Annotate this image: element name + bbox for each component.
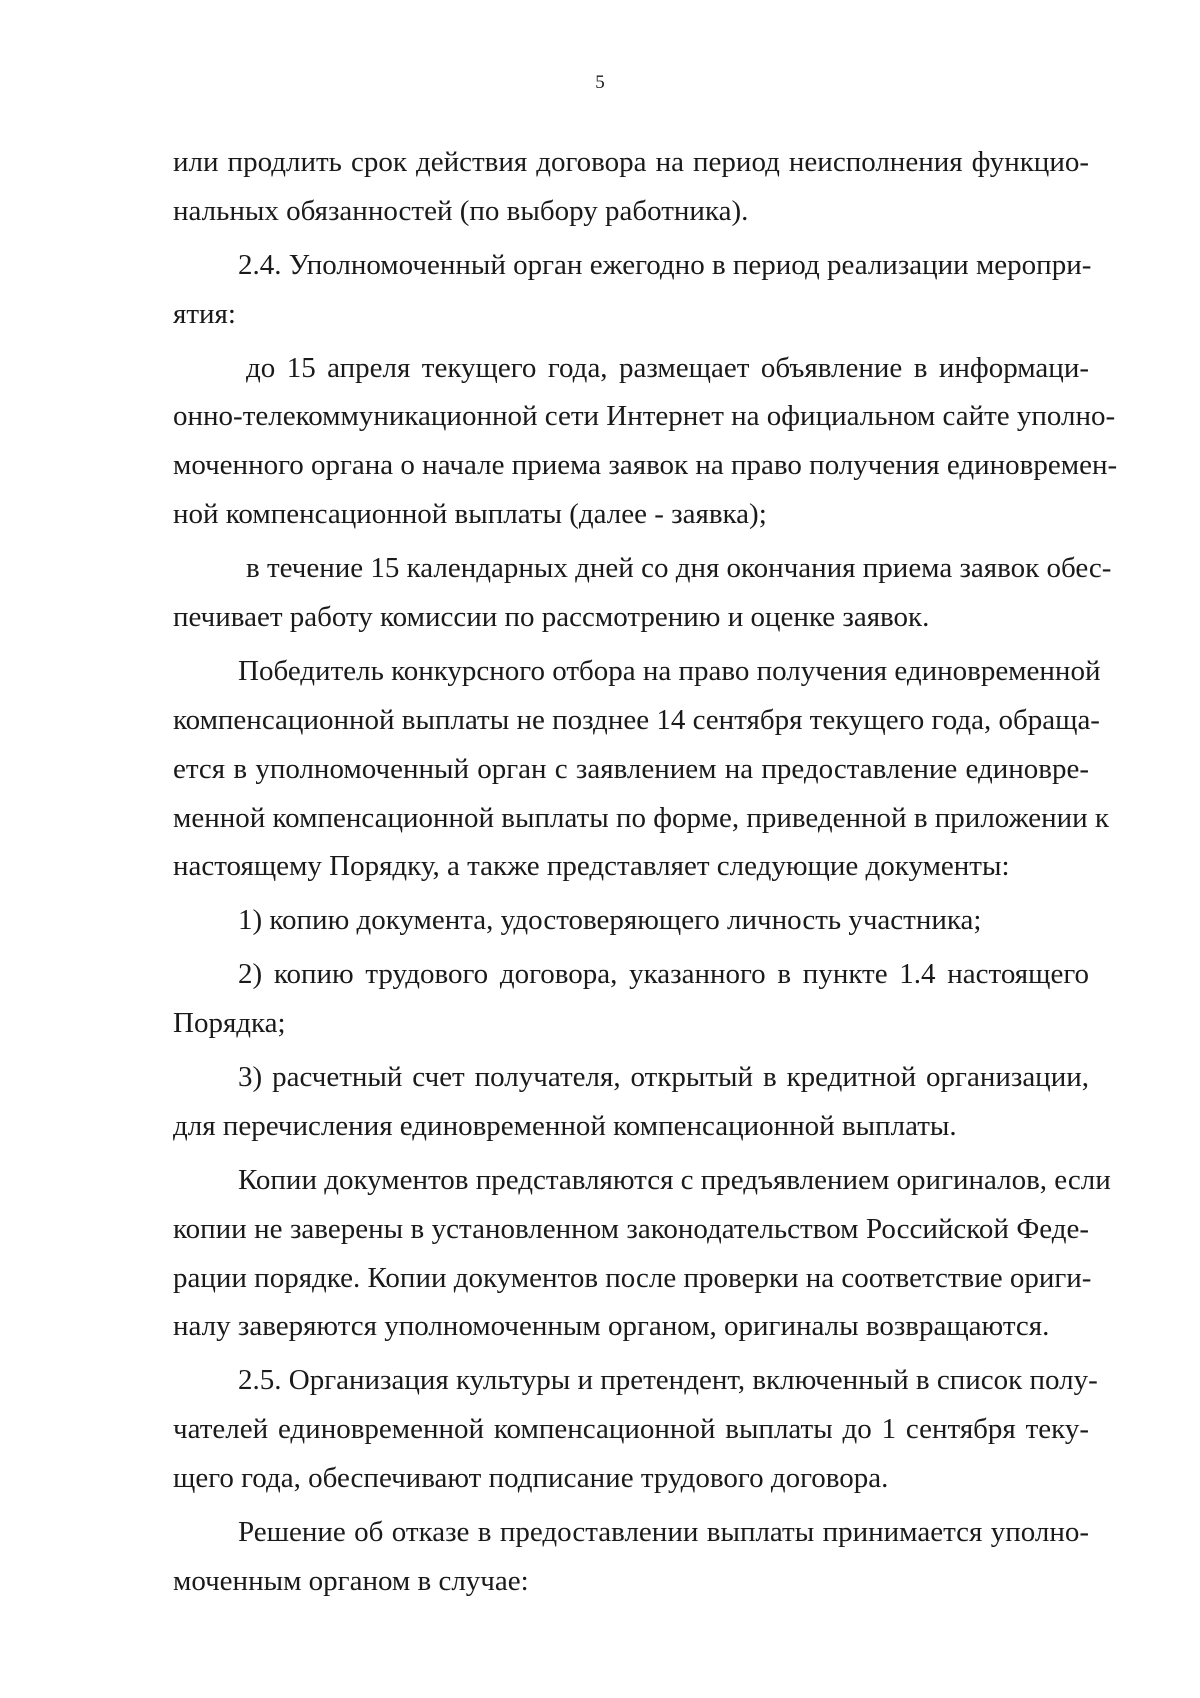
text-line: щего года, обеспечивают подписание трудового договора. bbox=[173, 1462, 889, 1495]
text-line: чателей единовременной компенсационной выплаты до 1 сентября теку- bbox=[173, 1413, 1089, 1446]
text-line: настоящему Порядку, а также представляет следующие документы: bbox=[173, 850, 1010, 883]
text-line: печивает работу комиссии по рассмотрению и оценке заявок. bbox=[173, 601, 930, 634]
text-line: ется в уполномоченный орган с заявлением на предоставление единовре- bbox=[173, 752, 1089, 785]
document-body bbox=[173, 143, 1118, 1611]
paragraph-first-line: в течение 15 календарных дней со дня окончания приема заявок обес- bbox=[246, 552, 1112, 585]
paragraph-first-line: Победитель конкурсного отбора на право получения единовременной bbox=[238, 654, 1101, 687]
paragraph-first-line: 2.4. Уполномоченный орган ежегодно в период реализации меропри- bbox=[238, 248, 1092, 281]
paragraph-first-line: Копии документов представляются с предъявлением оригиналов, если bbox=[238, 1163, 1111, 1196]
text-line: или продлить срок действия договора на период неисполнения функцио- bbox=[173, 146, 1089, 178]
page-number: 5 bbox=[595, 72, 605, 93]
text-line: налу заверяются уполномоченным органом, оригиналы возвращаются. bbox=[173, 1310, 1050, 1343]
text-line: нальных обязанностей (по выбору работника). bbox=[173, 194, 749, 227]
text-line: онно-телекоммуникационной сети Интернет на официальном сайте уполно- bbox=[173, 400, 1116, 433]
paragraph-first-line: Решение об отказе в предоставлении выплаты принимается уполно- bbox=[238, 1516, 1089, 1549]
paragraph-first-line: 2.5. Организация культуры и претендент, включенный в список полу- bbox=[238, 1364, 1098, 1397]
text-line: ной компенсационной выплаты (далее - заявка); bbox=[173, 498, 767, 531]
text-line: компенсационной выплаты не позднее 14 сентября текущего года, обраща- bbox=[173, 703, 1100, 736]
list-item: 2) копию трудового договора, указанного в пункте 1.4 настоящего bbox=[238, 958, 1089, 991]
text-line: для перечисления единовременной компенсационной выплаты. bbox=[173, 1109, 957, 1142]
text-line: ятия: bbox=[173, 297, 236, 330]
text-line: менной компенсационной выплаты по форме, приведенной в приложении к bbox=[173, 801, 1109, 834]
text-line: рации порядке. Копии документов после проверки на соответствие ориги- bbox=[173, 1261, 1092, 1294]
list-item: 3) расчетный счет получателя, открытый в кредитной организации, bbox=[238, 1061, 1089, 1094]
text-line: копии не заверены в установленном законодательством Российской Феде- bbox=[173, 1212, 1089, 1245]
text-line: моченным органом в случае: bbox=[173, 1564, 529, 1597]
paragraph-first-line: до 15 апреля текущего года, размещает объявление в информаци- bbox=[246, 351, 1089, 384]
list-item: 1) копию документа, удостоверяющего личность участника; bbox=[238, 904, 982, 937]
text-line: Порядка; bbox=[173, 1007, 286, 1040]
text-line: моченного органа о начале приема заявок на право получения единовремен- bbox=[173, 449, 1118, 482]
